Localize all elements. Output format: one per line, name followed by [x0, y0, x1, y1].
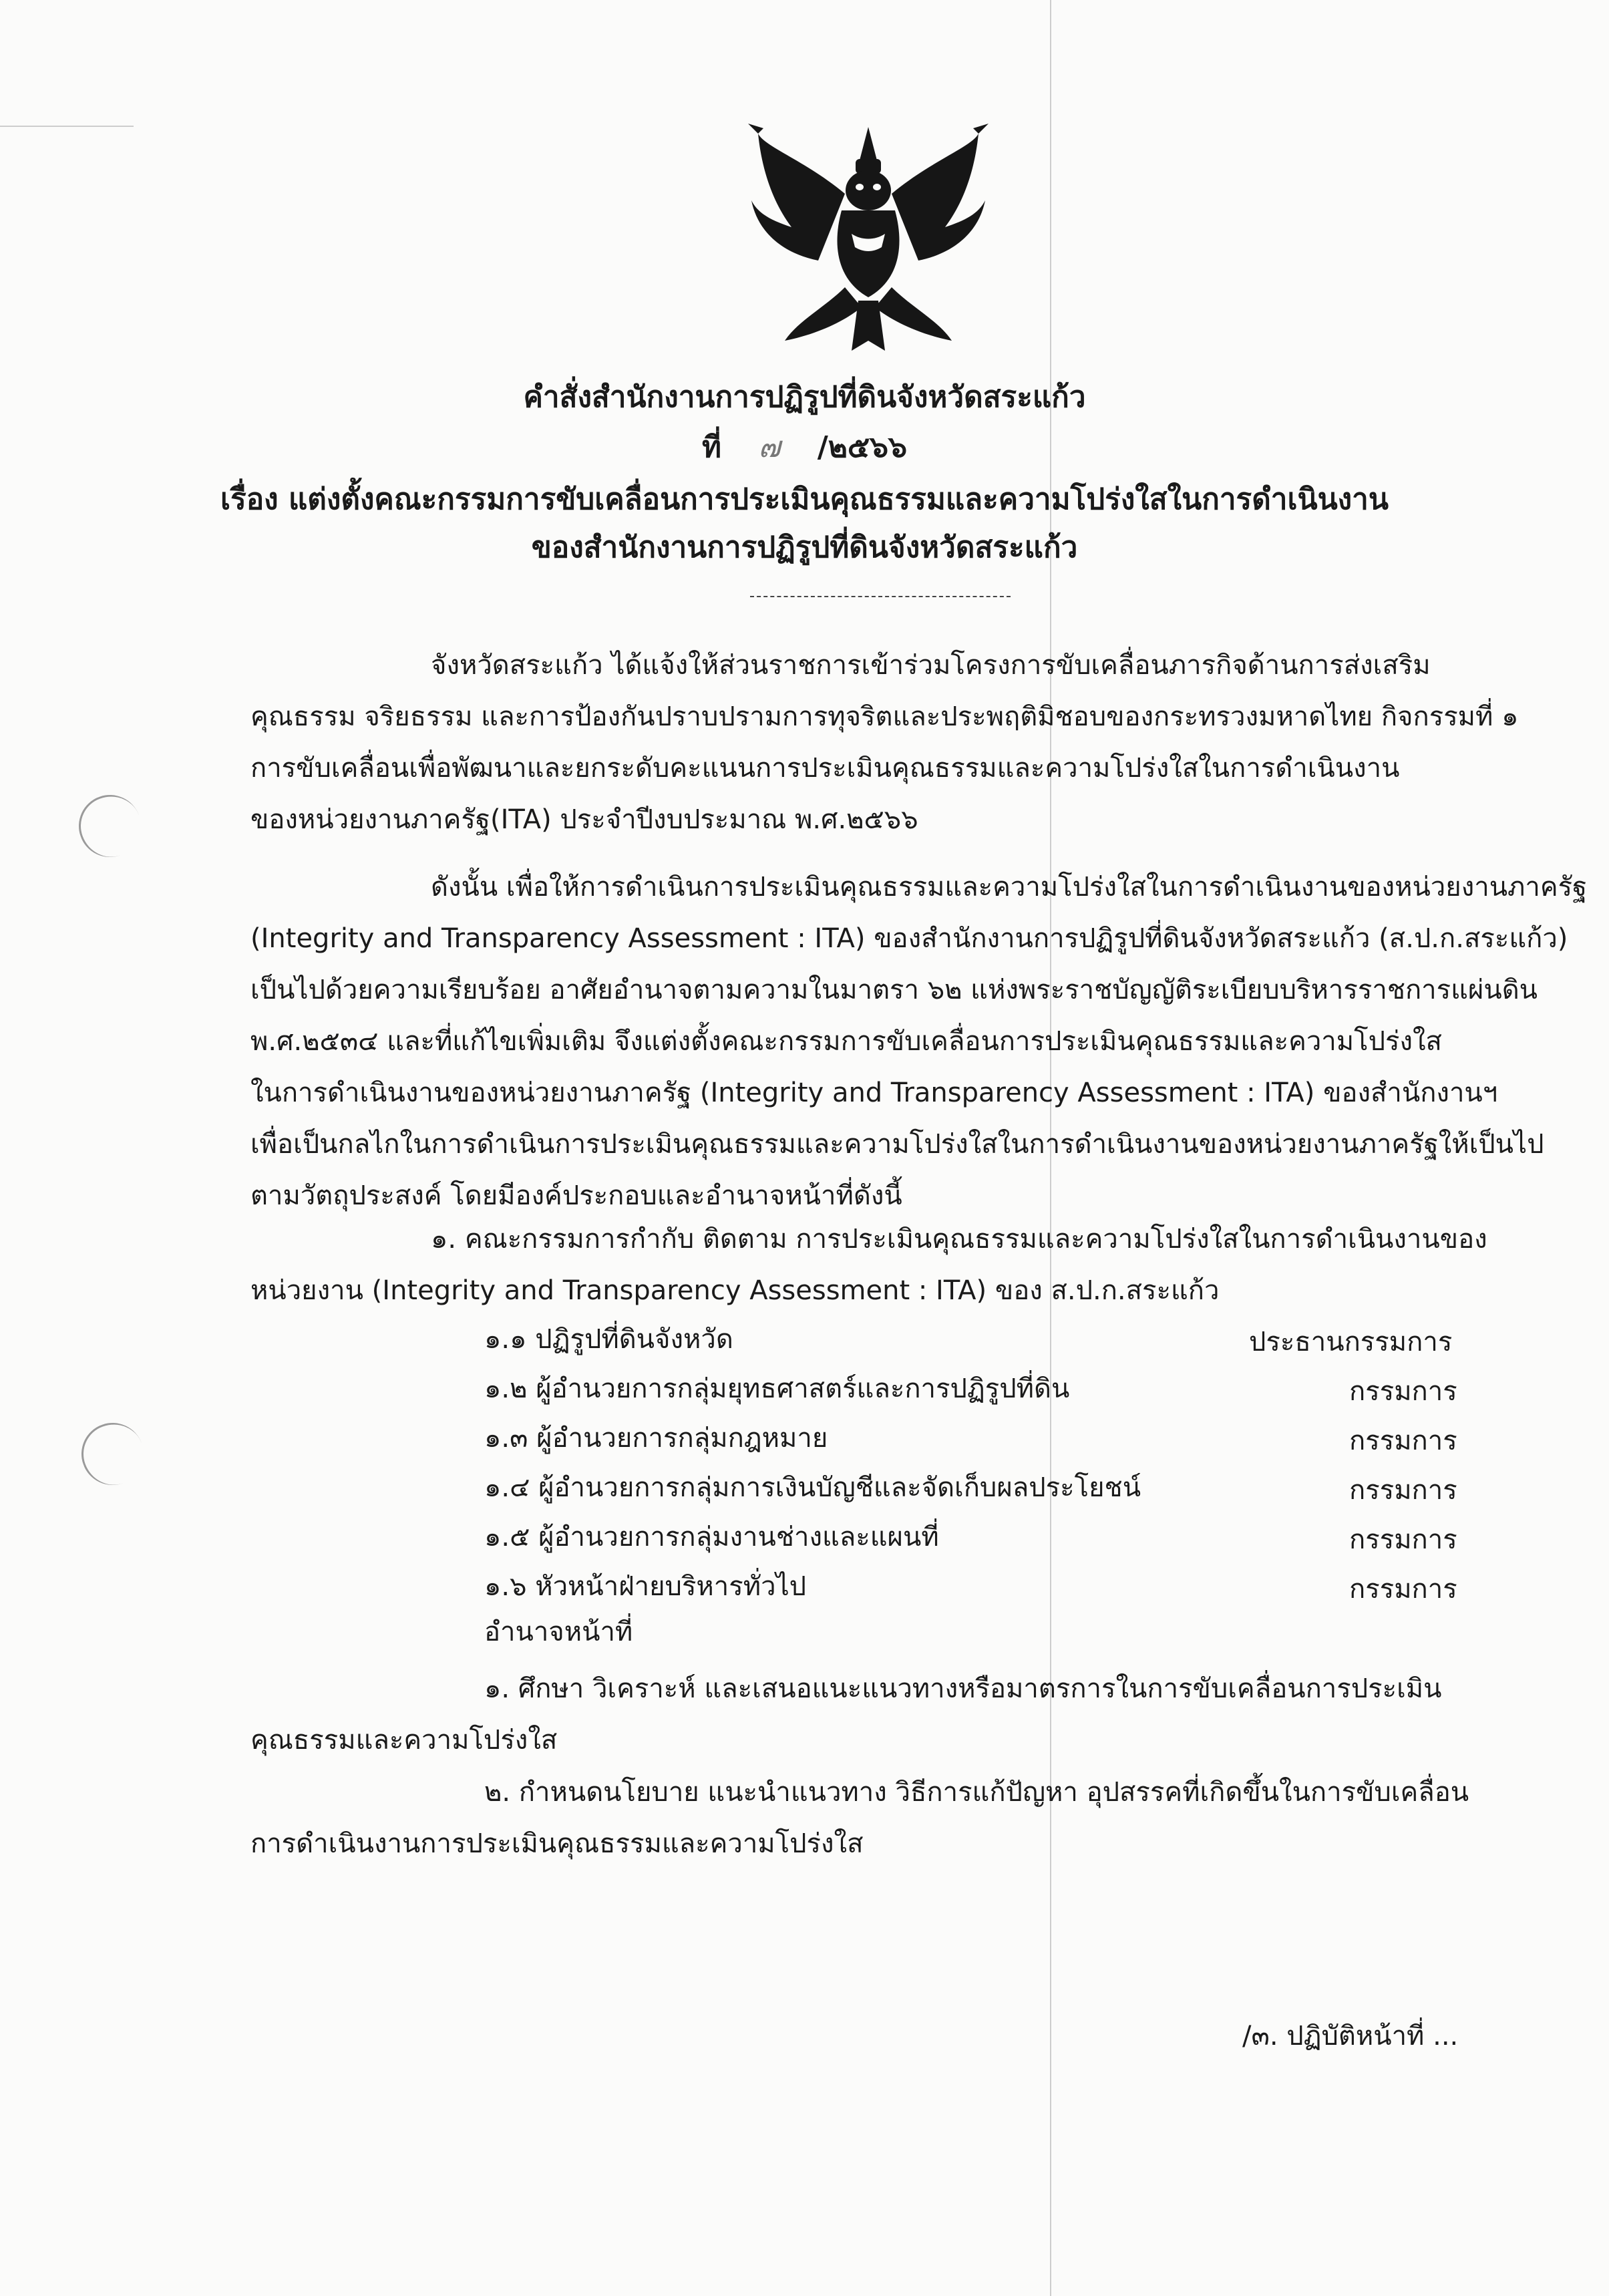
order-year: /๒๕๖๖: [817, 430, 907, 464]
committee-member: ๑.๒ ผู้อำนวยการกลุ่มยุทธศาสตร์และการปฏิรูปที่ดิน: [484, 1373, 1070, 1404]
committee-member: ๑.๑ ปฏิรูปที่ดินจังหวัด: [484, 1324, 733, 1355]
duties-heading: อำนาจหน้าที่: [484, 1617, 633, 1647]
title-separator: [750, 596, 1011, 597]
subject-line: เรื่อง แต่งตั้งคณะกรรมการขับเคลื่อนการประเมินคุณธรรมและความโปร่งใสในการดำเนินงาน: [220, 482, 1389, 516]
order-number-label: ที่: [702, 430, 722, 464]
duty-line: ๒. กำหนดนโยบาย แนะนำแนวทาง วิธีการแก้ปัญหา อุปสรรคที่เกิดขึ้นในการขับเคลื่อน: [484, 1777, 1469, 1808]
punch-hole-mark: [73, 1414, 152, 1494]
section-heading: หน่วยงาน (Integrity and Transparency Assessment : ITA) ของ ส.ป.ก.สระแก้ว: [250, 1275, 1220, 1306]
paragraph-line: ตามวัตถุประสงค์ โดยมีองค์ประกอบและอำนาจหน้าที่ดังนี้: [250, 1180, 902, 1211]
paragraph-line: ดังนั้น เพื่อให้การดำเนินการประเมินคุณธรรมและความโปร่งใสในการดำเนินงานของหน่วยงานภาครัฐ: [431, 872, 1588, 903]
paragraph-line: จังหวัดสระแก้ว ได้แจ้งให้ส่วนราชการเข้าร่วมโครงการขับเคลื่อนภารกิจด้านการส่งเสริม: [431, 650, 1431, 681]
order-number-handwritten: ๗: [758, 430, 781, 464]
paragraph-line: เพื่อเป็นกลไกในการดำเนินการประเมินคุณธรรมและความโปร่งใสในการดำเนินงานของหน่วยงานภาครัฐให้เป็นไป: [250, 1129, 1544, 1160]
order-number-line: [0, 428, 1609, 468]
committee-member: ๑.๕ ผู้อำนวยการกลุ่มงานช่างและแผนที่: [484, 1522, 939, 1552]
garuda-emblem-icon: [745, 120, 992, 367]
page-continuation: /๓. ปฏิบัติหน้าที่ ...: [1242, 2021, 1459, 2052]
committee-member: ๑.๔ ผู้อำนวยการกลุ่มการเงินบัญชีและจัดเก็บผลประโยชน์: [484, 1472, 1141, 1503]
committee-role: กรรมการ: [1349, 1574, 1457, 1605]
paragraph-line: พ.ศ.๒๕๓๔ และที่แก้ไขเพิ่มเติม จึงแต่งตั้งคณะกรรมการขับเคลื่อนการประเมินคุณธรรมและความโปร่งใส: [250, 1026, 1442, 1057]
duty-line: ๑. ศึกษา วิเคราะห์ และเสนอแนะแนวทางหรือมาตรการในการขับเคลื่อนการประเมิน: [484, 1673, 1442, 1704]
order-title: คำสั่งสำนักงานการปฏิรูปที่ดินจังหวัดสระแก้ว: [523, 380, 1086, 414]
committee-role: ประธานกรรมการ: [1249, 1327, 1453, 1357]
paragraph-line: การขับเคลื่อนเพื่อพัฒนาและยกระดับคะแนนการประเมินคุณธรรมและความโปร่งใสในการดำเนินงาน: [250, 753, 1400, 784]
paragraph-line: ของหน่วยงานภาครัฐ(ITA) ประจำปีงบประมาณ พ.ศ.๒๕๖๖: [250, 804, 918, 835]
committee-role: กรรมการ: [1349, 1524, 1457, 1555]
committee-role: กรรมการ: [1349, 1475, 1457, 1506]
paragraph-line: (Integrity and Transparency Assessment : ITA) ของสำนักงานการปฏิรูปที่ดินจังหวัดสระแก้ว (ส.ป.ก.สระแก้ว): [250, 923, 1568, 954]
paragraph-line: เป็นไปด้วยความเรียบร้อย อาศัยอำนาจตามความในมาตรา ๖๒ แห่งพระราชบัญญัติระเบียบบริหารราชการแผ่นดิน: [250, 975, 1538, 1005]
committee-role: กรรมการ: [1349, 1376, 1457, 1407]
duty-line: การดำเนินงานการประเมินคุณธรรมและความโปร่งใส: [250, 1828, 864, 1859]
punch-hole-mark: [70, 786, 150, 866]
committee-role: กรรมการ: [1349, 1426, 1457, 1456]
duty-line: คุณธรรมและความโปร่งใส: [250, 1725, 558, 1756]
paragraph-line: คุณธรรม จริยธรรม และการป้องกันปราบปรามการทุจริตและประพฤติมิชอบของกระทรวงมหาดไทย กิจกรรมที่ ๑: [250, 701, 1519, 732]
committee-member: ๑.๓ ผู้อำนวยการกลุ่มกฎหมาย: [484, 1423, 828, 1454]
committee-member: ๑.๖ หัวหน้าฝ่ายบริหารทั่วไป: [484, 1571, 807, 1602]
paragraph-line: ในการดำเนินงานของหน่วยงานภาครัฐ (Integrity and Transparency Assessment : ITA) ของสำนักงานฯ: [250, 1078, 1498, 1108]
section-heading: ๑. คณะกรรมการกำกับ ติดตาม การประเมินคุณธรรมและความโปร่งใสในการดำเนินงานของ: [431, 1224, 1487, 1255]
scan-corner-mark: [0, 126, 134, 127]
subject-line: ของสำนักงานการปฏิรูปที่ดินจังหวัดสระแก้ว: [531, 530, 1078, 564]
